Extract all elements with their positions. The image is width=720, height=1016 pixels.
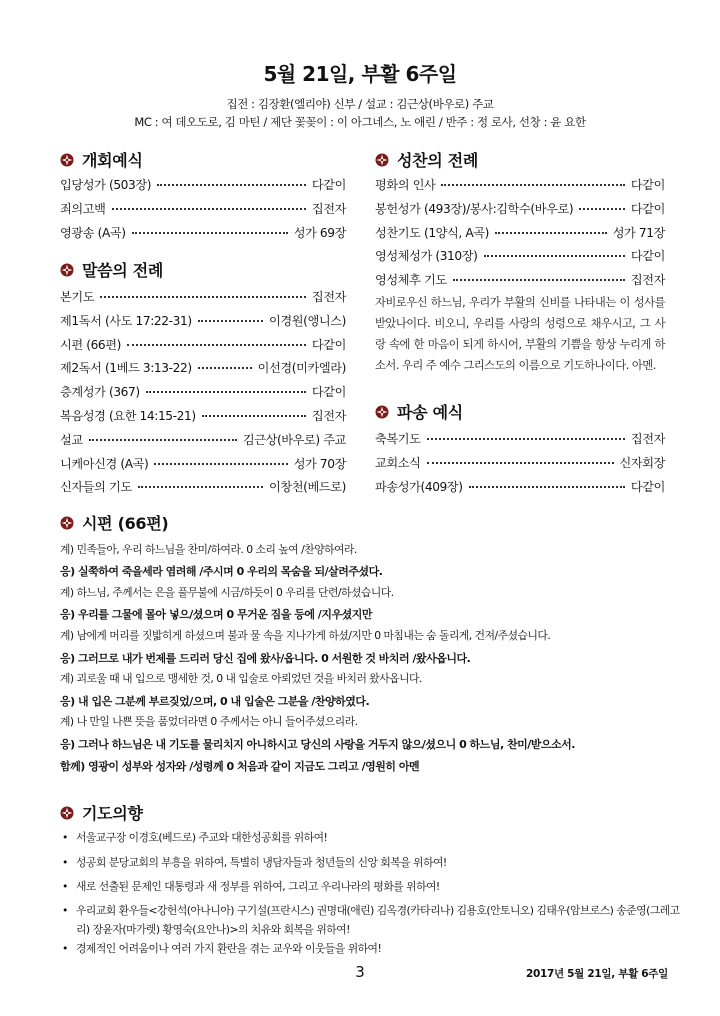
- order-row: [60, 383, 346, 400]
- section-heading: 성찬의 전례: [397, 151, 479, 170]
- page-title: 5월 21일, 부활 6주일: [263, 62, 457, 86]
- order-row: [375, 430, 665, 447]
- leader-dots: [441, 184, 625, 186]
- intention-item: [62, 828, 692, 847]
- order-row: [60, 431, 346, 448]
- order-row: [60, 336, 346, 353]
- row-label: 영광송 (A곡): [60, 226, 126, 240]
- section-dismissal: [375, 400, 463, 423]
- row-label: 신자들의 기도: [60, 480, 132, 494]
- order-row: [375, 454, 665, 471]
- order-row: [60, 224, 346, 241]
- psalm-verse: 계) 민족들아, 우리 하느님을 찬미/하여라. 0 소리 높여 /찬양하여라.: [60, 543, 357, 556]
- cross-icon: [60, 806, 74, 820]
- leader-dots: [112, 208, 306, 210]
- cross-icon: [375, 153, 389, 167]
- row-value: 이선경(미카엘라): [257, 361, 346, 375]
- leader-dots: [469, 486, 625, 488]
- section-heading: 기도의향: [82, 804, 143, 823]
- row-value: 다같이: [630, 480, 665, 494]
- row-value: 집전자: [630, 273, 665, 287]
- intention-text: 우리교회 환우들<강헌석(아나니아) 구기설(프란시스) 권명대(애린) 김옥경(카타리나) 김용호(안토니오) 김태우(암브로스) 송준영(그레고리) 장윤자(마가렛) 황영숙(요안나)>의 치유와 회복을 위하여!: [76, 904, 680, 936]
- psalm-verse: 계) 남에게 머리를 짓밟히게 하셨으며 불과 물 속을 지나가게 하셨/지만 0 마침내는 숨 돌리게, 건져/주셨습니다.: [60, 629, 551, 642]
- leader-dots: [146, 391, 306, 393]
- row-label: 봉헌성가 (493장)/봉사:김학수(바우로): [375, 202, 574, 216]
- bullet: •: [62, 942, 68, 955]
- leader-dots: [154, 463, 287, 465]
- cross-icon: [60, 153, 74, 167]
- order-row: [60, 288, 346, 305]
- row-value: 신자회장: [619, 456, 665, 470]
- psalm-doxology: 함께) 영광이 성부와 성자와 /성령께 0 처음과 같이 지금도 그리고 /영원히 아멘: [60, 760, 420, 773]
- order-row: [60, 200, 346, 217]
- section-heading: 파송 예식: [397, 403, 463, 422]
- row-label: 본기도: [60, 290, 95, 304]
- order-row: [375, 176, 665, 193]
- row-value: 성가 70장: [293, 457, 346, 471]
- intention-text: 성공회 분당교회의 부흥을 위하여, 특별히 냉담자들과 청년들의 신앙 회복을 위하여!: [76, 856, 447, 869]
- intention-text: 서울교구장 이경호(베드로) 주교와 대한성공회를 위하여!: [76, 831, 328, 844]
- intention-item: [62, 853, 692, 872]
- leader-dots: [202, 415, 306, 417]
- row-value: 다같이: [630, 249, 665, 263]
- row-label: 평화의 인사: [375, 178, 436, 192]
- intention-text: 새로 선출된 문제인 대통령과 새 정부를 위하여, 그리고 우리나라의 평화를 위하여!: [76, 880, 440, 893]
- section-word: [60, 258, 163, 281]
- post-communion-prayer: 자비로우신 하느님, 우리가 부활의 신비를 나타내는 이 성사를 받았나이다. 비오니, 우리를 사랑의 성령으로 채우시고, 그 사랑 속에 한 마음이 되게 하시어, 부활의 기쁨을 항상 누리게 하소서. 우리 주 예수 그리스도의 이름으로 기도하나이다. 아멘.: [375, 296, 665, 372]
- psalm-verse: 계) 나 만일 나쁜 뜻을 품었더라면 0 주께서는 아니 들어주셨으리라.: [60, 715, 358, 728]
- row-label: 제1독서 (사도 17:22-31): [60, 314, 192, 328]
- section-heading: 시편 (66편): [82, 514, 169, 533]
- section-psalm: [60, 511, 168, 534]
- cross-icon: [375, 405, 389, 419]
- order-row: [60, 176, 346, 193]
- section-eucharist: [375, 148, 478, 171]
- leader-dots: [198, 320, 263, 322]
- intention-text: 경제적인 어려움이나 여러 가지 환란을 겪는 교우와 이웃들을 위하여!: [76, 942, 382, 955]
- leader-dots: [484, 255, 625, 257]
- bullet: •: [62, 880, 68, 893]
- section-intentions: [60, 801, 143, 824]
- credits-line-2: MC : 여 데오도로, 김 마틴 / 제단 꽃꽂이 : 이 아그네스, 노 애린 / 반주 : 정 로사, 선창 : 윤 요한: [134, 115, 586, 129]
- psalm-verse: 계) 괴로울 때 내 입으로 맹세한 것, 0 내 입술로 아뢰었던 것을 바치러 왔사옵니다.: [60, 672, 422, 685]
- row-value: 집전자: [311, 202, 346, 216]
- section-heading: 개회예식: [82, 151, 143, 170]
- cross-icon: [60, 516, 74, 530]
- order-row: [60, 312, 346, 329]
- cross-icon: [60, 263, 74, 277]
- row-value: 다같이: [311, 178, 346, 192]
- order-row: [375, 247, 665, 264]
- order-row: [60, 455, 346, 472]
- row-value: 다같이: [630, 202, 665, 216]
- row-label: 제2독서 (1베드 3:13-22): [60, 361, 192, 375]
- leader-dots: [89, 439, 237, 441]
- row-value: 집전자: [630, 432, 665, 446]
- psalm-response: 응) 내 입은 그분께 부르짖었/으며, 0 내 입술은 그분을 /찬양하였다.: [60, 695, 370, 708]
- leader-dots: [579, 208, 625, 210]
- order-row: [60, 359, 346, 376]
- leader-dots: [495, 232, 607, 234]
- psalm-response: 응) 그러므로 내가 번제를 드리러 당신 집에 왔사/옵니다. 0 서원한 것 바치러 /왔사옵니다.: [60, 652, 471, 665]
- psalm-verse: 계) 하느님, 주께서는 은을 풀무불에 시금/하듯이 0 우리를 단련/하셨습니다.: [60, 586, 394, 599]
- row-label: 죄의고백: [60, 202, 106, 216]
- order-row: [375, 478, 665, 495]
- footer-date: 2017년 5월 21일, 부활 6주일: [525, 968, 668, 980]
- page-number: 3: [355, 963, 365, 981]
- leader-dots: [427, 438, 625, 440]
- row-label: 파송성가(409장): [375, 480, 463, 494]
- row-label: 설교: [60, 433, 83, 447]
- row-label: 영성체성가 (310장): [375, 249, 478, 263]
- row-label: 영성체후 기도: [375, 273, 447, 287]
- intention-item: [62, 939, 692, 958]
- row-label: 성찬기도 (1양식, A곡): [375, 226, 490, 240]
- bullet: •: [62, 831, 68, 844]
- row-label: 시편 (66편): [60, 338, 122, 352]
- row-label: 층계성가 (367): [60, 385, 140, 399]
- intention-item: [62, 901, 692, 939]
- psalm-response: 응) 실쭉하여 죽을세라 염려해 /주시며 0 우리의 목숨을 되/살려주셨다.: [60, 565, 383, 578]
- order-row: [60, 407, 346, 424]
- bullet: •: [62, 856, 68, 869]
- row-value: 집전자: [311, 290, 346, 304]
- section-gathering: [60, 148, 143, 171]
- intention-item: [62, 877, 692, 896]
- row-label: 교회소식: [375, 456, 421, 470]
- leader-dots: [453, 279, 625, 281]
- row-value: 다같이: [311, 385, 346, 399]
- section-heading: 말씀의 전례: [82, 261, 164, 280]
- psalm-response: 응) 우리를 그물에 몰아 넣으/셨으며 0 무거운 짐을 등에 /지우셨지만: [60, 608, 372, 621]
- row-label: 입당성가 (503장): [60, 178, 152, 192]
- leader-dots: [138, 486, 263, 488]
- row-value: 이창천(베드로): [269, 480, 346, 494]
- row-value: 다같이: [630, 178, 665, 192]
- order-row: [375, 271, 665, 288]
- row-value: 이경원(앵니스): [269, 314, 346, 328]
- order-row: [375, 200, 665, 217]
- order-row: [60, 478, 346, 495]
- row-value: 김근상(바우로) 주교: [242, 433, 346, 447]
- bullet: •: [62, 904, 68, 917]
- leader-dots: [127, 344, 306, 346]
- row-value: 성가 71장: [612, 226, 665, 240]
- order-row: [375, 224, 665, 241]
- row-label: 복음성경 (요한 14:15-21): [60, 409, 196, 423]
- row-value: 집전자: [311, 409, 346, 423]
- row-value: 다같이: [311, 338, 346, 352]
- credits-line-1: 집전 : 김장환(엘리야) 신부 / 설교 : 김근상(바우로) 주교: [226, 97, 494, 111]
- leader-dots: [427, 462, 614, 464]
- psalm-response: 응) 그러나 하느님은 내 기도를 물리치지 아니하시고 당신의 사랑을 거두지 않으/셨으니 0 하느님, 찬미/받으소서.: [60, 738, 575, 751]
- row-value: 성가 69장: [293, 226, 346, 240]
- leader-dots: [100, 296, 306, 298]
- leader-dots: [198, 367, 252, 369]
- leader-dots: [157, 184, 306, 186]
- row-label: 축복기도: [375, 432, 421, 446]
- row-label: 니케아신경 (A곡): [60, 457, 149, 471]
- leader-dots: [132, 232, 288, 234]
